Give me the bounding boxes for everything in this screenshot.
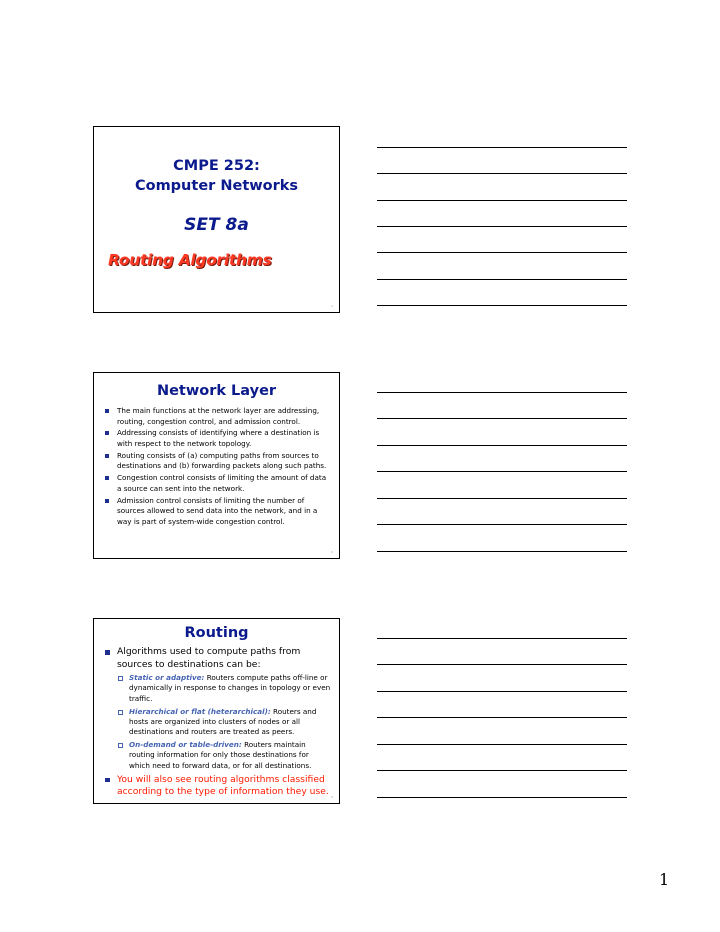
note-line [377, 770, 627, 771]
hollow-square-bullet-icon [118, 710, 123, 715]
bullet-list [105, 646, 331, 799]
slide-3 [93, 618, 340, 804]
note-line [377, 551, 627, 552]
sub-list-item: Static or adaptive: Routers compute paths off-line or dynamically in response to changes in topology or even traffic. [117, 673, 331, 704]
square-bullet-icon [105, 650, 110, 655]
sub-list-item: Hierarchical or flat (heterarchical): Routers and hosts are organized into clusters of nodes or all destinations and routers are treated as peers. [117, 707, 331, 738]
sub-bullet-list [117, 673, 331, 771]
slide-1 [93, 126, 340, 313]
note-line [377, 147, 627, 148]
note-line [377, 279, 627, 280]
note-line [377, 252, 627, 253]
course-code: CMPE 252: [173, 158, 260, 174]
note-line [377, 691, 627, 692]
note-line [377, 524, 627, 525]
slide-number: 2 [331, 550, 333, 554]
note-line [377, 471, 627, 472]
note-line [377, 418, 627, 419]
note-line [377, 717, 627, 718]
list-item: Addressing consists of identifying where a destination is with respect to the network topology. [105, 428, 331, 449]
square-bullet-icon [105, 476, 109, 480]
list-item: Algorithms used to compute paths from sources to destinations can be: Static or adaptive: Routers compute paths off-line or dynamically in response to changes in topology or even traffic. Hierarchical or flat (heterarchical): Routers and hosts are organized into clusters of nodes or all destinations and routers are treated as peers. On-demand or table-driven: Routers maintain routing information for only those destinations for which need to forward data, or for all destinations. [105, 646, 331, 771]
square-bullet-icon [105, 409, 109, 413]
bullet-list [105, 406, 331, 528]
list-item: The main functions at the network layer are addressing, routing, congestion control, and admission control. [105, 406, 331, 427]
note-line [377, 664, 627, 665]
slide-title: Routing [184, 625, 249, 641]
sub-list-item: On-demand or table-driven: Routers maintain routing information for only those destinations for which need to forward data, or for all destinations. [117, 740, 331, 771]
note-line [377, 392, 627, 393]
course-title: Computer Networks [134, 178, 299, 194]
list-item: Congestion control consists of limiting the amount of data a source can sent into the network. [105, 473, 331, 494]
note-line [377, 173, 627, 174]
slide-2 [93, 372, 340, 559]
note-line [377, 638, 627, 639]
note-line [377, 226, 627, 227]
page-number: 1 [659, 870, 670, 889]
square-bullet-icon [105, 431, 109, 435]
note-line [377, 445, 627, 446]
set-label: SET 8a [184, 215, 249, 235]
note-line [377, 797, 627, 798]
hollow-square-bullet-icon [118, 676, 123, 681]
list-item: Routing consists of (a) computing paths from sources to destinations and (b) forwarding packets along such paths. [105, 451, 331, 472]
note-line [377, 305, 627, 306]
square-bullet-icon [105, 499, 109, 503]
square-bullet-icon [105, 454, 109, 458]
slide-number: 1 [331, 304, 333, 308]
slide-subtitle: Routing Algorithms [108, 251, 272, 269]
slide-number: 3 [331, 795, 333, 799]
hollow-square-bullet-icon [118, 743, 123, 748]
list-item: Admission control consists of limiting the number of sources allowed to send data into the network, and in a way is part of system-wide congestion control. [105, 496, 331, 528]
square-bullet-icon [105, 778, 110, 783]
list-item: You will also see routing algorithms classified according to the type of information they use. [105, 774, 331, 799]
note-line [377, 200, 627, 201]
slide-title: Network Layer [156, 383, 277, 399]
note-line [377, 498, 627, 499]
note-line [377, 744, 627, 745]
